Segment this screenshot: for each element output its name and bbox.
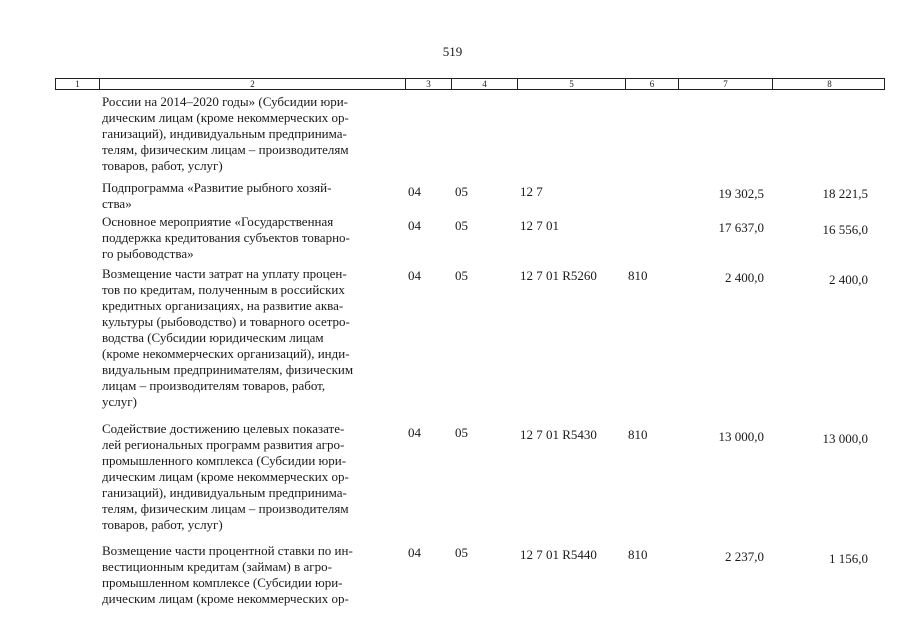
amount-col7: 2 237,0 (725, 549, 764, 564)
section-code: 04 (408, 268, 421, 283)
header-cell-7: 7 (679, 79, 773, 89)
subsection-code: 05 (455, 268, 468, 283)
header-cell-6: 6 (626, 79, 679, 89)
page-number: 519 (442, 44, 463, 59)
target-article-code: 12 7 01 (520, 218, 559, 233)
amount-col8: 16 556,0 (822, 222, 868, 237)
row-description: Возмещение части затрат на уплату процен- тов по кредитам, полученным в российских кредитных организациях, на развитие аква- культуры (рыбоводство) и товарного осетро- водства (Субсидии юридическим лицам (кроме некоммерческих организаций), инди- видуальным предпринимателям, физическим лицам – производителям товаров, работ, услуг) (102, 266, 354, 409)
row-description: Основное мероприятие «Государственная поддержка кредитования субъектов товарно- го рыбоводства» (102, 214, 350, 261)
section-code: 04 (408, 545, 421, 560)
expense-type-code: 810 (628, 268, 648, 283)
target-article-code: 12 7 (520, 184, 543, 199)
header-cell-1: 1 (56, 79, 100, 89)
table-header-row (55, 78, 885, 90)
header-cell-5: 5 (518, 79, 626, 89)
subsection-code: 05 (455, 218, 468, 233)
amount-col8: 1 156,0 (829, 551, 868, 566)
expense-type-code: 810 (628, 547, 648, 562)
row-description: Содействие достижению целевых показате- лей региональных программ развития агро- промышленного комплекса (Субсидии юри- дическим лицам (кроме некоммерческих ор- ганизаций), индивидуальным предпринима- телям, физическим лицам – производителям товаров, работ, услуг) (102, 421, 349, 532)
section-code: 04 (408, 218, 421, 233)
amount-col7: 13 000,0 (718, 429, 764, 444)
subsection-code: 05 (455, 184, 468, 199)
target-article-code: 12 7 01 R5440 (520, 547, 597, 562)
row-description: Подпрограмма «Развитие рыбного хозяй- ства» (102, 180, 332, 211)
amount-col7: 2 400,0 (725, 270, 764, 285)
amount-col8: 18 221,5 (822, 186, 868, 201)
row-description: Возмещение части процентной ставки по ин- вестиционным кредитам (займам) в агро- промышленном комплексе (Субсидии юри- дическим лицам (кроме некоммерческих ор- (102, 543, 353, 606)
amount-col7: 19 302,5 (718, 186, 764, 201)
header-cell-3: 3 (406, 79, 452, 89)
amount-col8: 2 400,0 (829, 272, 868, 287)
header-cell-4: 4 (452, 79, 518, 89)
header-cell-8: 8 (827, 79, 832, 89)
section-code: 04 (408, 425, 421, 440)
amount-col8: 13 000,0 (822, 431, 868, 446)
subsection-code: 05 (455, 425, 468, 440)
expense-type-code: 810 (628, 427, 648, 442)
target-article-code: 12 7 01 R5260 (520, 268, 597, 283)
section-code: 04 (408, 184, 421, 199)
row-description: России на 2014–2020 годы» (Субсидии юри- дическим лицам (кроме некоммерческих ор- ганизаций), индивидуальным предпринима- телям, физическим лицам – производителям товаров, работ, услуг) (102, 94, 349, 173)
header-cell-2: 2 (100, 79, 406, 89)
target-article-code: 12 7 01 R5430 (520, 427, 597, 442)
amount-col7: 17 637,0 (718, 220, 764, 235)
subsection-code: 05 (455, 545, 468, 560)
